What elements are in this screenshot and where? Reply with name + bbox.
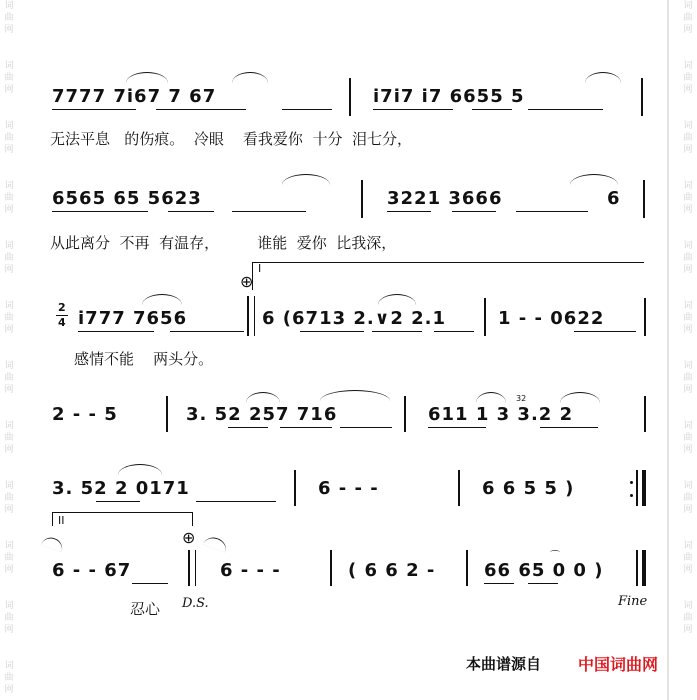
- underline: [282, 109, 332, 110]
- underline: [540, 427, 598, 428]
- slur: [585, 72, 621, 83]
- underline: [574, 331, 636, 332]
- slur: [476, 392, 506, 403]
- notes-line-3c: 1 - - 0622: [498, 308, 605, 329]
- notes-line-5b: 6 - - -: [318, 478, 379, 499]
- repeat-dot: [630, 494, 633, 497]
- watermark-block: 词 曲 网: [683, 541, 693, 575]
- notes-line-2b: 3221 3666: [387, 188, 503, 209]
- lyrics-line-6: 忍心: [130, 600, 161, 618]
- repeat-end-barline-thick: [642, 470, 646, 506]
- underline: [52, 109, 136, 110]
- fine-marking: Fine: [618, 594, 648, 609]
- notes-line-3a: i777 7656: [78, 308, 188, 329]
- slur: [232, 72, 268, 83]
- coda-sign: ⊕: [182, 528, 196, 547]
- notes-line-5c: 6 6 5 5 ): [482, 478, 575, 499]
- final-barline-thick: [642, 550, 646, 586]
- barline: [644, 396, 646, 432]
- final-barline: [636, 550, 638, 586]
- notes-line-6c: ( 6 6 2 -: [348, 560, 436, 581]
- notes-line-4c: 611 1 3 3.2 2: [428, 404, 574, 425]
- notes-line-3b: 6 (6713 2.∨2 2.1: [262, 308, 447, 329]
- slur: [320, 390, 390, 401]
- watermark-block: 词 曲 网: [4, 601, 14, 635]
- underline: [170, 331, 244, 332]
- watermark-block: 词 曲 网: [683, 181, 693, 215]
- ds-marking: D.S.: [182, 596, 209, 611]
- slur: [570, 174, 618, 185]
- watermark-block: 词 曲 网: [4, 361, 14, 395]
- underline: [52, 211, 148, 212]
- fermata: ⌒: [550, 551, 560, 562]
- underline: [232, 211, 306, 212]
- lyrics-line-2: 从此离分 不再 有温存， 谁能 爱你 比我深，: [50, 234, 397, 252]
- watermark-block: 词 曲 网: [683, 301, 693, 335]
- barline: [195, 550, 196, 586]
- underline: [372, 331, 422, 332]
- tie-out: [203, 534, 229, 553]
- watermark-block: 词 曲 网: [4, 541, 14, 575]
- underline: [387, 211, 431, 212]
- underline: [156, 109, 246, 110]
- slur: [142, 294, 182, 305]
- lyrics-line-1: 无法平息 的伤痕。 冷眼 看我爱你 十分 泪七分，: [50, 130, 412, 148]
- underline: [280, 427, 332, 428]
- notes-line-4a: 2 - - 5: [52, 404, 118, 425]
- barline: [404, 396, 406, 432]
- watermark-block: 词 曲 网: [683, 61, 693, 95]
- volta-2-label: II: [58, 514, 65, 527]
- underline: [484, 583, 514, 584]
- volta-bracket: [52, 512, 192, 513]
- slur: [378, 294, 416, 305]
- barline: [254, 296, 255, 336]
- note: 6: [607, 188, 621, 209]
- underline: [452, 211, 496, 212]
- barline: [644, 298, 646, 336]
- underline: [472, 109, 512, 110]
- slur: [560, 392, 600, 403]
- underline: [340, 427, 392, 428]
- notes-line-1a: 7777 7i67 7 67: [52, 86, 217, 107]
- barline: [166, 396, 168, 432]
- barline: [484, 298, 486, 336]
- notes-line-6a: 6 - - 67: [52, 560, 132, 581]
- watermark-block: 词 曲 网: [683, 421, 693, 455]
- underline: [168, 211, 214, 212]
- watermark-block: 词 曲 网: [683, 121, 693, 155]
- barline: [641, 78, 643, 116]
- barline: [294, 470, 296, 506]
- notes-line-6d: 66 65 0 0 ): [484, 560, 604, 581]
- page-border: [667, 0, 669, 700]
- underline: [516, 211, 588, 212]
- barline: [466, 550, 468, 586]
- slur: [246, 392, 280, 403]
- source-label: 本曲谱源自: [466, 655, 542, 673]
- underline: [196, 501, 276, 502]
- watermark-block: 词 曲 网: [4, 241, 14, 275]
- notes-line-5a: 3. 52 2 0171: [52, 478, 190, 499]
- notes-line-4b: 3. 52 257 716: [186, 404, 338, 425]
- watermark-block: 词 曲 网: [683, 241, 693, 275]
- underline: [528, 109, 603, 110]
- underline: [132, 583, 168, 584]
- barline: [458, 470, 460, 506]
- watermark-block: 词 曲 网: [4, 121, 14, 155]
- watermark-block: 词 曲 网: [4, 1, 14, 35]
- watermark-block: 词 曲 网: [683, 361, 693, 395]
- source-site-link[interactable]: 中国词曲网: [578, 655, 659, 674]
- watermark-block: 词 曲 网: [4, 181, 14, 215]
- barline: [188, 550, 190, 586]
- underline: [434, 331, 474, 332]
- slur: [118, 464, 162, 475]
- underline: [78, 331, 154, 332]
- watermark-block: 词 曲 网: [4, 61, 14, 95]
- coda-sign: ⊕: [240, 272, 254, 291]
- watermark-right: [681, 0, 695, 700]
- lyrics-line-3: 感情不能 两头分。: [74, 350, 214, 368]
- barline: [247, 296, 249, 336]
- watermark-left: [2, 0, 16, 700]
- notes-line-6b: 6 - - -: [220, 560, 281, 581]
- volta-bracket: [252, 262, 644, 263]
- underline: [373, 109, 453, 110]
- barline: [643, 180, 645, 218]
- underline: [428, 427, 486, 428]
- barline: [361, 180, 363, 218]
- underline: [96, 501, 140, 502]
- underline: [528, 583, 558, 584]
- time-sig-top: 2: [58, 301, 66, 314]
- slur: [126, 72, 168, 83]
- watermark-block: 词 曲 网: [4, 301, 14, 335]
- volta-bracket: [192, 512, 193, 526]
- watermark-block: 词 曲 网: [4, 481, 14, 515]
- watermark-block: 词 曲 网: [4, 421, 14, 455]
- notes-line-1b: i7i7 i7 6655 5: [373, 86, 525, 107]
- barline: [330, 550, 332, 586]
- watermark-block: 词 曲 网: [683, 481, 693, 515]
- volta-1-label: I: [258, 262, 262, 275]
- watermark-block: 词 曲 网: [683, 1, 693, 35]
- tie-in: [41, 535, 65, 553]
- watermark-block: 词 曲 网: [683, 601, 693, 635]
- repeat-dot: [630, 481, 633, 484]
- time-sig-bottom: 4: [58, 316, 66, 329]
- underline: [228, 427, 268, 428]
- repeat-end-barline: [636, 470, 638, 506]
- slur: [282, 174, 330, 185]
- underline: [300, 331, 364, 332]
- watermark-block: 词 曲 网: [4, 661, 14, 695]
- notes-line-2a: 6565 65 5623: [52, 188, 202, 209]
- volta-bracket: [52, 512, 53, 526]
- grace-notes: 32: [516, 394, 527, 403]
- barline: [349, 78, 351, 116]
